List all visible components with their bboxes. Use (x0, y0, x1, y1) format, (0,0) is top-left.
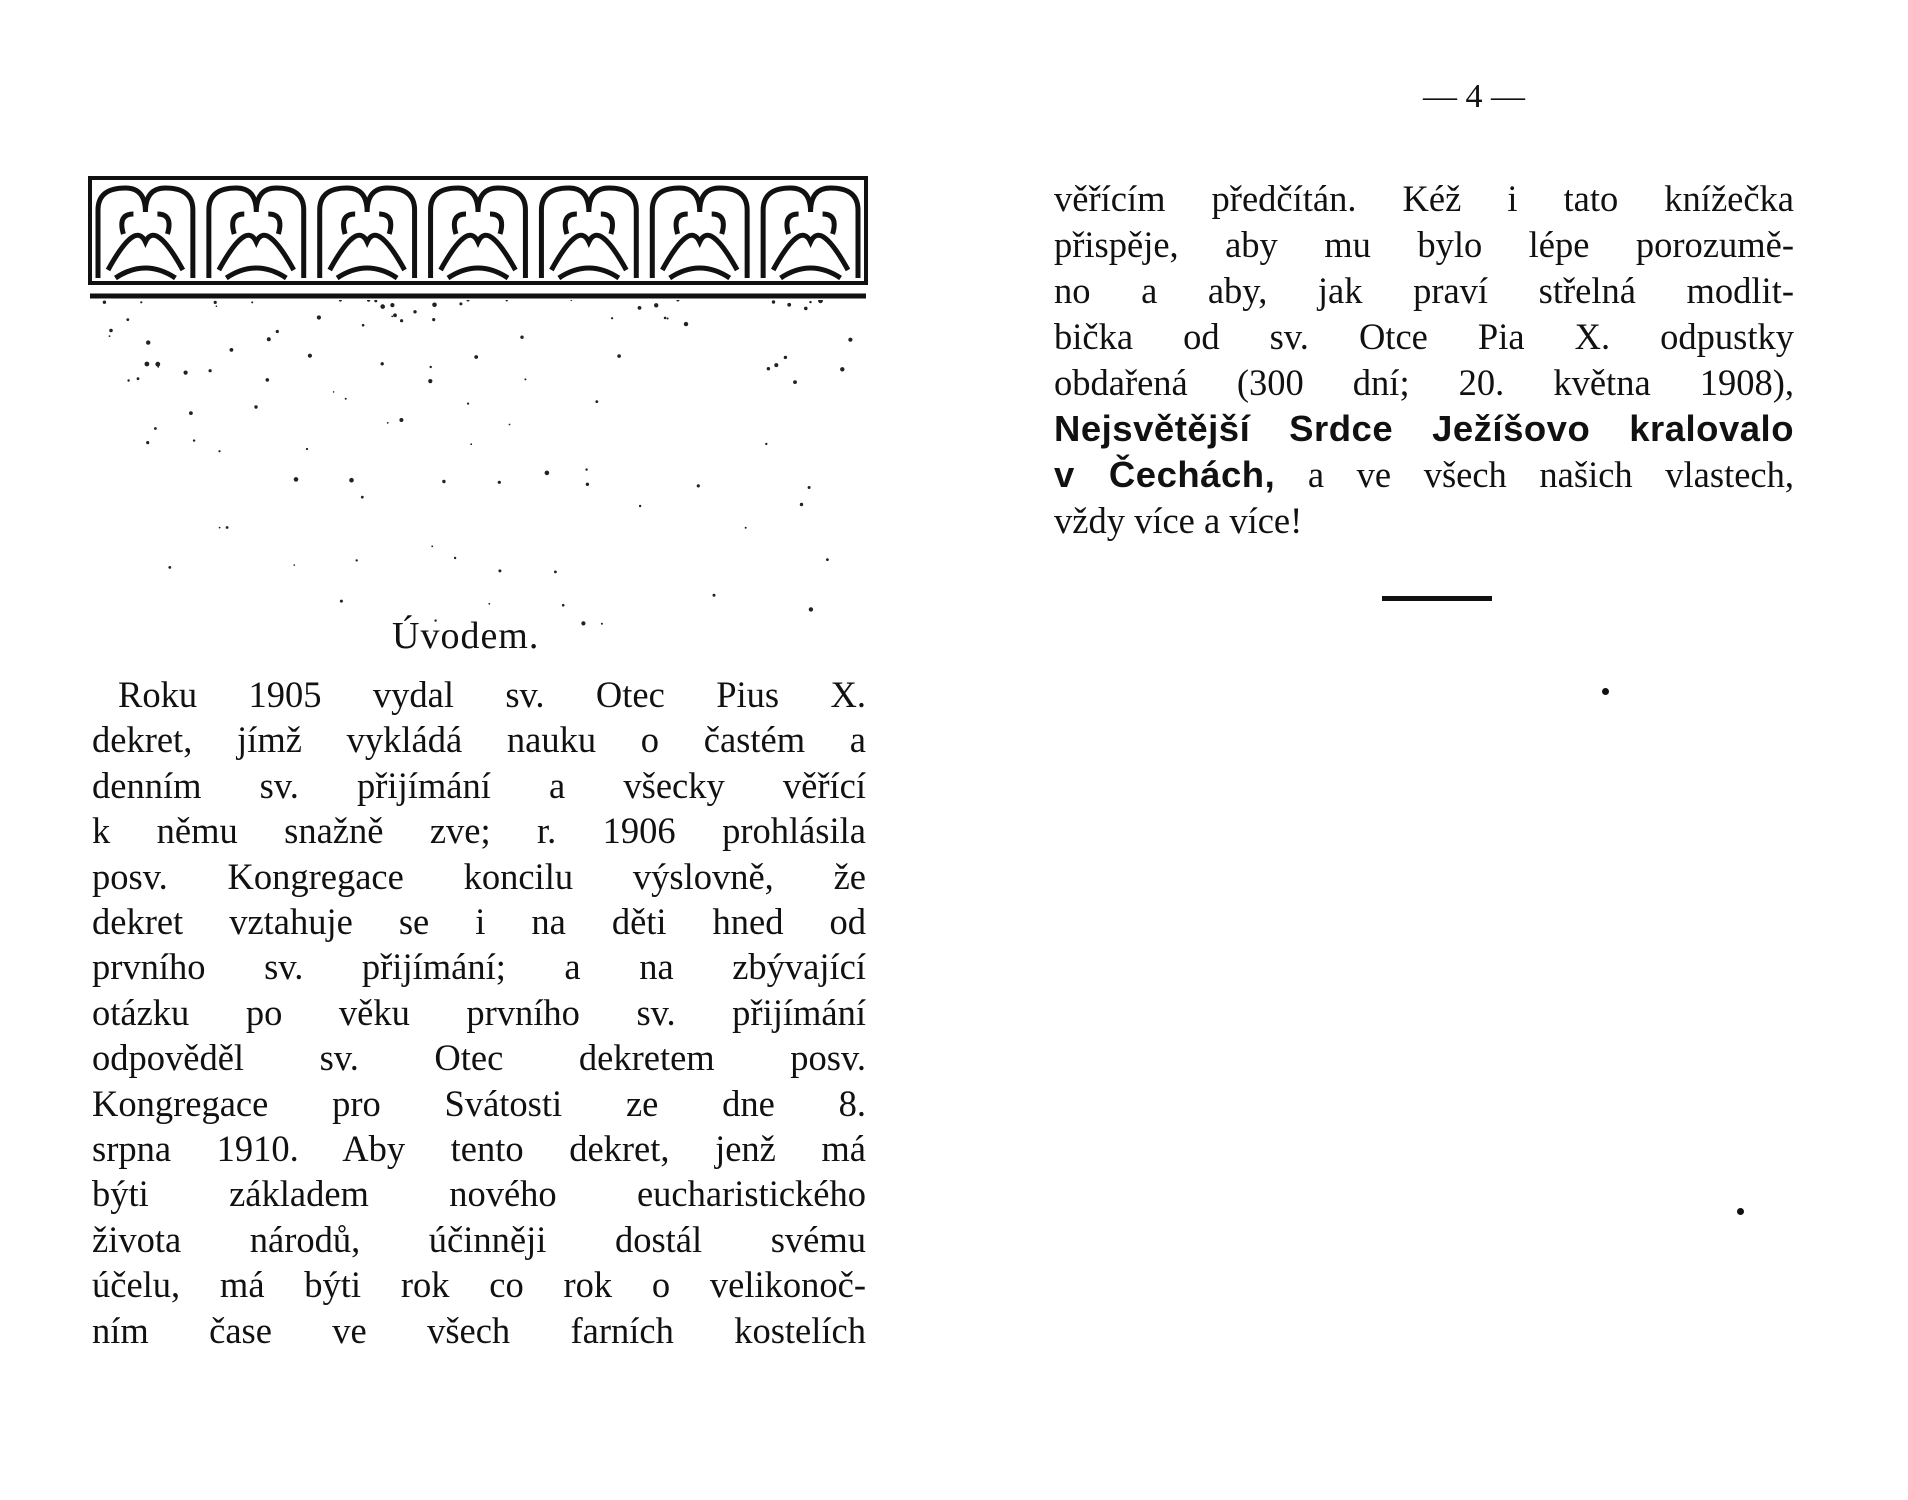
speck (251, 301, 253, 303)
speck (109, 329, 113, 333)
speck (848, 338, 852, 342)
speck (333, 391, 335, 393)
text-line: denním sv. přijímání a všecky věřící (92, 764, 866, 806)
speck (809, 607, 813, 611)
ornament-leaf (662, 214, 737, 278)
right-page (954, 0, 1908, 1500)
text-line: ním čase ve všech farních kostelích (92, 1309, 866, 1351)
speck (349, 478, 354, 483)
ornament-leaf (551, 214, 626, 278)
speck (294, 564, 296, 566)
speck (800, 503, 803, 506)
speck (381, 362, 384, 365)
text-line: účelu, má býti rok co rok o velikonoč- (92, 1264, 866, 1306)
speck (214, 301, 217, 304)
speck (506, 300, 508, 302)
speck (713, 594, 716, 597)
text-line: odpověděl sv. Otec dekretem posv. (92, 1037, 866, 1079)
speck (745, 527, 747, 529)
speck (667, 318, 669, 320)
text-line: vždy více a více! (1054, 500, 1303, 541)
speck (432, 318, 435, 321)
speck (470, 443, 472, 445)
speck (826, 558, 829, 561)
speck (317, 315, 321, 319)
speck (276, 330, 279, 333)
text-line: k němu snažně zve; r. 1906 prohlásila (92, 810, 866, 852)
speck (391, 316, 393, 318)
speck (767, 367, 770, 370)
speck (467, 300, 470, 302)
speck (467, 403, 469, 405)
speck (774, 363, 778, 367)
text-line: bička od sv. Otce Pia X. odpustky (1054, 316, 1794, 357)
speck (367, 300, 370, 302)
speck (400, 319, 403, 322)
speck (454, 557, 456, 559)
speck (586, 483, 589, 486)
speck (219, 527, 221, 529)
speck (155, 362, 160, 367)
art-nouveau-ornament-border (88, 170, 868, 305)
speck (218, 450, 220, 452)
speck (226, 526, 229, 529)
speck (562, 604, 565, 607)
speck (585, 468, 587, 470)
speck (168, 566, 171, 569)
speck (216, 305, 218, 307)
speck (193, 439, 195, 441)
text-line: dekret, jímž vykládá nauku o častém a (92, 719, 866, 761)
speck (581, 621, 585, 625)
speck (189, 411, 193, 415)
speck (399, 418, 403, 422)
bold-phrase: v Čechách, (1054, 454, 1276, 495)
speck (428, 379, 432, 383)
speck (345, 398, 347, 400)
speck (809, 301, 811, 303)
speck (380, 304, 385, 309)
speck (390, 303, 394, 307)
speck (339, 300, 342, 302)
speck (430, 366, 432, 368)
speck (697, 484, 700, 487)
speck (267, 337, 271, 341)
speck (772, 300, 775, 303)
ink-dot (1602, 688, 1609, 695)
speck (595, 400, 598, 403)
ornament-leaf (108, 214, 183, 278)
speck (230, 348, 234, 352)
speck (617, 354, 621, 358)
speck (509, 424, 511, 426)
text-line: věřícím předčítán. Kéž i tato knížečka (1054, 178, 1794, 219)
speck (554, 571, 557, 574)
speck (374, 300, 377, 302)
speck (498, 481, 501, 484)
section-heading: Úvodem. (392, 615, 540, 657)
speck (808, 486, 811, 489)
speck (765, 443, 767, 445)
speck (804, 307, 808, 311)
speck (184, 371, 188, 375)
speck (126, 318, 129, 321)
text-line: života národů, účinněji dostál svému (92, 1218, 866, 1260)
bold-text-line: Nejsvětější Srdce Ježíšovo kralovalo (1054, 408, 1794, 449)
speck (254, 405, 257, 408)
text-line: obdařená (300 dní; 20. května 1908), (1054, 362, 1794, 403)
speck (654, 303, 658, 307)
speck (361, 496, 364, 499)
speck (524, 378, 526, 380)
speck (362, 324, 365, 327)
text-line: Kongregace pro Svátosti ze dne 8. (92, 1082, 866, 1124)
speck (601, 623, 603, 625)
speck (818, 300, 823, 303)
speck (570, 300, 572, 301)
speck (664, 317, 667, 320)
speck (103, 301, 106, 304)
speck (393, 313, 397, 317)
speck (308, 354, 312, 358)
ornament-leaf (773, 214, 848, 278)
speck (306, 448, 308, 450)
closing-rule (1382, 596, 1492, 601)
speck (498, 569, 501, 572)
text-line: posv. Kongregace koncilu výslovně, že (92, 855, 866, 897)
speck (145, 362, 150, 367)
speck (340, 600, 343, 603)
ornament-leaf (441, 214, 516, 278)
speck (387, 422, 389, 424)
speck (266, 378, 270, 382)
speck (676, 300, 679, 302)
speck (146, 340, 150, 344)
text-line: Roku 1905 vydal sv. Otec Pius X. (118, 674, 866, 715)
speck (793, 380, 797, 384)
speck (545, 471, 550, 476)
text-line: přispěje, aby mu bylo lépe porozumě- (1054, 224, 1794, 265)
speck (520, 336, 523, 339)
text-line: dekret vztahuje se i na děti hned od (92, 901, 866, 943)
speck (432, 303, 437, 308)
speck (639, 505, 641, 507)
text-phrase: a ve všech našich vlastech, (1275, 454, 1794, 495)
text-line (1054, 452, 1794, 498)
text-line: no a aby, jak praví střelná modlit- (1054, 270, 1794, 311)
speck (154, 427, 157, 430)
speck (684, 322, 688, 326)
page-number: — 4 — (1423, 78, 1525, 115)
ornament-leaf (219, 214, 294, 278)
speck (137, 377, 140, 380)
ornament-leaf (330, 214, 405, 278)
speck (611, 317, 613, 319)
ink-dot (1737, 1208, 1744, 1215)
right-body-text (1054, 176, 1794, 544)
speck (787, 303, 791, 307)
speck (413, 310, 416, 313)
speck (431, 545, 433, 547)
speck (474, 355, 478, 359)
speck (442, 480, 445, 483)
text-line: srpna 1910. Aby tento dekret, jenž má (92, 1128, 866, 1170)
text-line: otázku po věku prvního sv. přijímání (92, 991, 866, 1033)
text-line: býti základem nového eucharistického (92, 1173, 866, 1215)
speck (840, 367, 844, 371)
speck (140, 301, 142, 303)
speck (356, 559, 358, 561)
text-line: prvního sv. přijímání; a na zbývající (92, 946, 866, 988)
speck (146, 441, 149, 444)
speck (488, 603, 490, 605)
speck (459, 302, 462, 305)
print-speckle-noise (88, 300, 868, 630)
speck (638, 306, 642, 310)
speck (109, 335, 111, 337)
speck (784, 356, 787, 359)
speck (127, 379, 129, 381)
speck (209, 369, 212, 372)
left-body-text (92, 672, 866, 1353)
speck (294, 477, 299, 482)
